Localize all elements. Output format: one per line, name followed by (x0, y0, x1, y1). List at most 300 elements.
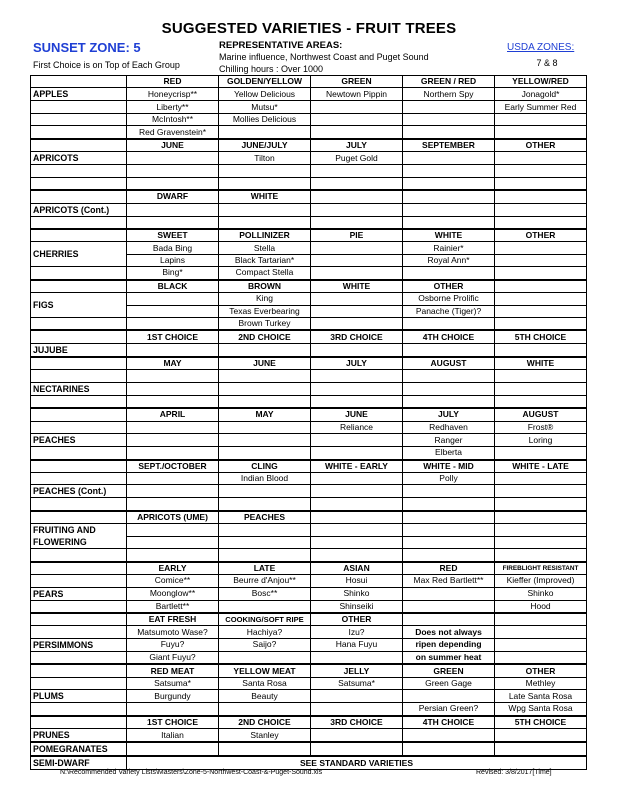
table-cell (127, 485, 219, 498)
table-cell (219, 165, 311, 177)
table-cell: Max Red Bartlett** (403, 575, 495, 587)
table-cell (311, 549, 403, 562)
table-cell (31, 447, 127, 460)
column-header: 3RD CHOICE (311, 716, 403, 729)
table-cell (311, 267, 403, 280)
table-cell (219, 549, 311, 562)
table-cell (495, 524, 587, 537)
table-cell (31, 357, 127, 370)
column-header: GREEN (403, 664, 495, 677)
table-cell (31, 626, 127, 638)
table-cell (403, 485, 495, 498)
table-row (31, 575, 587, 587)
table-cell: Persian Green? (403, 703, 495, 716)
table-cell (31, 460, 127, 473)
table-cell: Indian Blood (219, 472, 311, 484)
table-cell: Comice** (127, 575, 219, 587)
fruit-label-nectarines: NECTARINES (31, 382, 127, 395)
table-cell: Methley (495, 677, 587, 689)
table-row (31, 524, 587, 537)
table-row (31, 229, 587, 242)
table-cell (31, 600, 127, 613)
first-choice-note: First Choice is on Top of Each Group (33, 60, 180, 70)
table-cell (403, 511, 495, 524)
table-row (31, 498, 587, 511)
table-cell (219, 651, 311, 664)
table-cell (31, 677, 127, 689)
table-cell: Hana Fuyu (311, 638, 403, 651)
table-cell (403, 216, 495, 229)
table-cell (219, 498, 311, 511)
column-header: MAY (127, 357, 219, 370)
table-cell (31, 498, 127, 511)
table-cell: Reliance (311, 421, 403, 433)
table-row (31, 165, 587, 177)
table-row (31, 460, 587, 473)
table-cell (495, 305, 587, 317)
table-cell: Elberta (403, 447, 495, 460)
table-row (31, 126, 587, 139)
fruit-label-cherries: CHERRIES (31, 242, 127, 267)
column-header: JULY (403, 408, 495, 421)
table-cell (495, 177, 587, 190)
fruit-label-jujube: JUJUBE (31, 343, 127, 357)
representative-areas-label: REPRESENTATIVE AREAS: (219, 40, 343, 51)
column-header: OTHER (495, 229, 587, 242)
column-header: 2ND CHOICE (219, 716, 311, 729)
table-cell (127, 742, 219, 756)
table-cell (311, 242, 403, 254)
table-cell (495, 113, 587, 125)
table-cell (127, 305, 219, 317)
table-cell (311, 447, 403, 460)
column-header: DWARF (127, 190, 219, 203)
table-cell: ripen depending (403, 638, 495, 651)
column-header: WHITE - LATE (495, 460, 587, 473)
table-cell (311, 690, 403, 703)
table-cell (403, 587, 495, 600)
table-cell: Bartlett** (127, 600, 219, 613)
table-row (31, 177, 587, 190)
table-cell: Kieffer (Improved) (495, 575, 587, 587)
table-cell (219, 343, 311, 357)
table-cell (311, 177, 403, 190)
table-cell (403, 113, 495, 125)
table-cell (495, 729, 587, 743)
table-cell (219, 434, 311, 447)
table-cell (219, 370, 311, 382)
fruit-label-fruiting-and-flowering: FRUITING AND FLOWERING (31, 524, 127, 549)
table-cell: Moonglow** (127, 587, 219, 600)
table-cell (311, 101, 403, 113)
table-row (31, 76, 587, 88)
fruit-label-plums: PLUMS (31, 690, 127, 703)
column-header: EAT FRESH (127, 613, 219, 626)
table-cell: Matsumoto Wase? (127, 626, 219, 638)
table-cell: Black Tartarian* (219, 254, 311, 266)
table-cell: Santa Rosa (219, 677, 311, 689)
table-cell (495, 613, 587, 626)
table-row (31, 485, 587, 498)
table-cell (31, 101, 127, 113)
table-cell: Izu? (311, 626, 403, 638)
column-header: JUNE/JULY (219, 139, 311, 152)
table-cell: Polly (403, 472, 495, 484)
column-header: WHITE (311, 280, 403, 293)
table-cell (495, 242, 587, 254)
column-header: 2ND CHOICE (219, 330, 311, 343)
table-row (31, 742, 587, 756)
table-row (31, 370, 587, 382)
column-header: SEPT./OCTOBER (127, 460, 219, 473)
column-header: WHITE (219, 190, 311, 203)
table-row (31, 613, 587, 626)
fruit-label-peaches: PEACHES (31, 434, 127, 447)
table-cell (31, 562, 127, 575)
table-cell (495, 203, 587, 216)
column-header: GREEN / RED (403, 76, 495, 88)
sunset-zone-label: SUNSET ZONE: 5 (33, 40, 141, 55)
column-header: JELLY (311, 664, 403, 677)
table-cell (219, 126, 311, 139)
column-header: OTHER (311, 613, 403, 626)
table-cell (31, 330, 127, 343)
column-header: JULY (311, 139, 403, 152)
table-cell (219, 395, 311, 408)
table-cell: Northern Spy (403, 88, 495, 101)
table-row (31, 267, 587, 280)
table-cell (495, 536, 587, 549)
table-cell: Stella (219, 242, 311, 254)
table-cell (31, 165, 127, 177)
table-cell (311, 113, 403, 125)
table-cell: Hachiya? (219, 626, 311, 638)
table-cell (31, 139, 127, 152)
table-row (31, 472, 587, 484)
table-cell (127, 343, 219, 357)
table-cell: Beurre d'Anjou** (219, 575, 311, 587)
column-header: APRIL (127, 408, 219, 421)
table-cell (495, 152, 587, 165)
table-cell (495, 549, 587, 562)
table-row (31, 511, 587, 524)
table-cell (311, 651, 403, 664)
table-cell (311, 318, 403, 331)
table-cell (127, 382, 219, 395)
table-cell (127, 203, 219, 216)
table-cell: Bing* (127, 267, 219, 280)
table-cell (495, 254, 587, 266)
table-cell (311, 165, 403, 177)
table-row (31, 664, 587, 677)
table-cell (219, 703, 311, 716)
table-cell (127, 703, 219, 716)
fruit-label-apples: APPLES (31, 88, 127, 101)
table-cell (127, 447, 219, 460)
column-header: WHITE (495, 357, 587, 370)
table-cell (403, 498, 495, 511)
column-header: GOLDEN/YELLOW (219, 76, 311, 88)
table-cell (311, 395, 403, 408)
table-cell: Lapins (127, 254, 219, 266)
fruit-label-semi-dwarf: SEMI-DWARF (31, 756, 127, 770)
table-cell (31, 664, 127, 677)
column-header: PEACHES (219, 511, 311, 524)
table-cell: Osborne Prolific (403, 293, 495, 305)
table-cell: Texas Everbearing (219, 305, 311, 317)
table-cell: Royal Ann* (403, 254, 495, 266)
column-header: JUNE (311, 408, 403, 421)
table-cell (127, 498, 219, 511)
table-cell (403, 152, 495, 165)
table-cell: Rainier* (403, 242, 495, 254)
table-cell (127, 216, 219, 229)
fruit-label-figs: FIGS (31, 293, 127, 318)
table-row (31, 293, 587, 305)
column-header: WHITE - EARLY (311, 460, 403, 473)
column-header: 5TH CHOICE (495, 330, 587, 343)
table-cell (219, 536, 311, 549)
table-cell (311, 524, 403, 537)
table-row (31, 190, 587, 203)
table-cell (495, 165, 587, 177)
column-header: RED (403, 562, 495, 575)
table-cell: Beauty (219, 690, 311, 703)
table-cell (495, 293, 587, 305)
column-header: SWEET (127, 229, 219, 242)
table-cell (31, 575, 127, 587)
table-cell: Satsuma* (127, 677, 219, 689)
table-cell (495, 126, 587, 139)
fruit-label-prunes: PRUNES (31, 729, 127, 743)
table-cell (403, 600, 495, 613)
varieties-table (30, 75, 587, 770)
table-cell (311, 203, 403, 216)
usda-zones-link[interactable]: USDA ZONES: (507, 42, 575, 53)
table-cell: Panache (Tiger)? (403, 305, 495, 317)
table-cell (403, 318, 495, 331)
column-header: COOKING/SOFT RIPE (219, 613, 311, 626)
table-cell (311, 703, 403, 716)
table-cell (403, 613, 495, 626)
column-header: PIE (311, 229, 403, 242)
table-cell (219, 524, 311, 537)
column-header: 4TH CHOICE (403, 330, 495, 343)
column-header: POLLINIZER (219, 229, 311, 242)
table-row (31, 408, 587, 421)
table-row (31, 562, 587, 575)
column-header: 3RD CHOICE (311, 330, 403, 343)
table-row (31, 216, 587, 229)
table-row (31, 88, 587, 101)
table-cell: Ranger (403, 434, 495, 447)
table-row (31, 280, 587, 293)
table-cell (495, 626, 587, 638)
table-row (31, 113, 587, 125)
table-cell (127, 434, 219, 447)
table-cell (127, 549, 219, 562)
table-cell (403, 267, 495, 280)
column-header: AUGUST (403, 357, 495, 370)
table-cell: Shinseiki (311, 600, 403, 613)
table-cell (495, 382, 587, 395)
column-header: RED (127, 76, 219, 88)
table-cell (403, 126, 495, 139)
table-cell: Mutsu* (219, 101, 311, 113)
table-cell: Saijo? (219, 638, 311, 651)
table-cell (311, 498, 403, 511)
table-cell: Italian (127, 729, 219, 743)
table-cell: Puget Gold (311, 152, 403, 165)
table-cell: Green Gage (403, 677, 495, 689)
table-cell: Fuyu? (127, 638, 219, 651)
table-cell (311, 382, 403, 395)
table-cell (127, 395, 219, 408)
column-header: ASIAN (311, 562, 403, 575)
table-cell (219, 203, 311, 216)
table-cell (31, 370, 127, 382)
table-cell: Shinko (311, 587, 403, 600)
table-cell: Honeycrisp** (127, 88, 219, 101)
table-cell (311, 485, 403, 498)
table-cell (31, 267, 127, 280)
page-title: SUGGESTED VARIETIES - FRUIT TREES (161, 20, 457, 37)
table-cell (403, 165, 495, 177)
column-header: OTHER (495, 139, 587, 152)
table-cell (495, 216, 587, 229)
column-header: 5TH CHOICE (495, 716, 587, 729)
table-row (31, 152, 587, 165)
table-row (31, 101, 587, 113)
table-cell: Loring (495, 434, 587, 447)
table-cell (495, 267, 587, 280)
table-cell (311, 536, 403, 549)
table-row (31, 729, 587, 743)
table-cell (495, 651, 587, 664)
table-cell (311, 434, 403, 447)
table-row (31, 549, 587, 562)
table-row (31, 357, 587, 370)
table-cell (31, 408, 127, 421)
table-cell: Hosui (311, 575, 403, 587)
table-cell (31, 549, 127, 562)
table-cell (495, 280, 587, 293)
table-row (31, 690, 587, 703)
table-cell: Wpg Santa Rosa (495, 703, 587, 716)
table-cell (403, 690, 495, 703)
table-cell (31, 511, 127, 524)
table-cell (311, 729, 403, 743)
table-cell (127, 177, 219, 190)
table-row (31, 587, 587, 600)
table-cell (311, 293, 403, 305)
column-header: JUNE (219, 357, 311, 370)
column-header: APRICOTS (UME) (127, 511, 219, 524)
table-cell: Brown Turkey (219, 318, 311, 331)
table-cell (403, 382, 495, 395)
column-header: WHITE - MID (403, 460, 495, 473)
table-cell (127, 472, 219, 484)
table-cell: Satsuma* (311, 677, 403, 689)
table-cell (311, 742, 403, 756)
table-cell (127, 370, 219, 382)
table-cell (31, 229, 127, 242)
table-cell (219, 485, 311, 498)
table-cell (311, 254, 403, 266)
table-cell (31, 177, 127, 190)
table-cell (311, 126, 403, 139)
table-cell (31, 651, 127, 664)
table-cell: Early Summer Red (495, 101, 587, 113)
column-header: SEPTEMBER (403, 139, 495, 152)
table-cell (403, 395, 495, 408)
revised-date: Revised: 3/8/2017[Time] (476, 769, 552, 776)
chilling-hours: Chilling hours : Over 1000 (219, 64, 324, 74)
column-header: 1ST CHOICE (127, 716, 219, 729)
table-row (31, 703, 587, 716)
table-row (31, 318, 587, 331)
table-row (31, 434, 587, 447)
table-cell (31, 76, 127, 88)
table-row (31, 756, 587, 770)
table-cell (31, 190, 127, 203)
table-cell: on summer heat (403, 651, 495, 664)
table-cell: Red Gravenstein* (127, 126, 219, 139)
table-cell: Late Santa Rosa (495, 690, 587, 703)
table-cell (219, 382, 311, 395)
table-cell (31, 113, 127, 125)
table-cell (495, 370, 587, 382)
table-row (31, 600, 587, 613)
column-header: YELLOW/RED (495, 76, 587, 88)
column-header: MAY (219, 408, 311, 421)
fruit-label-pears: PEARS (31, 587, 127, 600)
table-cell (403, 524, 495, 537)
table-cell: Bada Bing (127, 242, 219, 254)
table-row (31, 716, 587, 729)
table-cell (311, 370, 403, 382)
table-cell (311, 305, 403, 317)
table-cell: Burgundy (127, 690, 219, 703)
table-cell (219, 216, 311, 229)
table-cell: Giant Fuyu? (127, 651, 219, 664)
table-cell (495, 498, 587, 511)
table-cell: McIntosh** (127, 113, 219, 125)
table-cell (495, 447, 587, 460)
table-cell: Newtown Pippin (311, 88, 403, 101)
table-row (31, 651, 587, 664)
table-cell (495, 318, 587, 331)
table-cell (403, 177, 495, 190)
table-cell (127, 421, 219, 433)
column-header: BLACK (127, 280, 219, 293)
table-cell (31, 395, 127, 408)
column-header: JULY (311, 357, 403, 370)
table-cell (495, 511, 587, 524)
table-row (31, 395, 587, 408)
table-row (31, 626, 587, 638)
column-header: OTHER (403, 280, 495, 293)
column-header: LATE (219, 562, 311, 575)
file-path: N:\Recommended Variety Lists\Masters\Zone-5-Northwest-Coast-&-Puget-Sound.xls (60, 769, 323, 776)
column-header: FIREBLIGHT RESISTANT (495, 562, 587, 575)
column-header: CLING (219, 460, 311, 473)
table-cell (31, 216, 127, 229)
table-cell (31, 318, 127, 331)
table-cell (495, 638, 587, 651)
table-cell (311, 511, 403, 524)
table-cell: Mollies Delicious (219, 113, 311, 125)
